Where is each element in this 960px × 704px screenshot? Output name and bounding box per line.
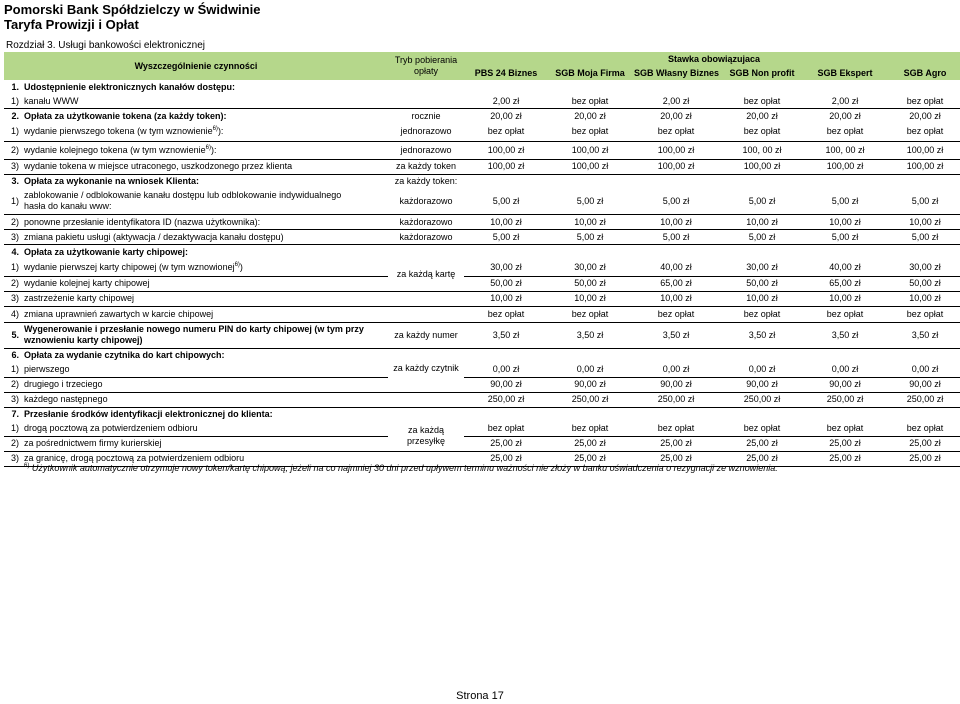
fee-cell: 25,00 zł (829, 438, 861, 448)
row-tryb: za każdy token (395, 161, 457, 171)
fee-cell: 90,00 zł (660, 379, 692, 389)
section-row (4, 407, 960, 422)
row-description (22, 123, 388, 141)
row-description: zastrzeżenie karty chipowej (24, 293, 135, 303)
fee-cell: 5,00 zł (748, 195, 776, 206)
fee-cell: bez opłat (906, 308, 944, 319)
row-number: 3) (10, 453, 19, 463)
fee-cell: 0,00 zł (492, 364, 520, 374)
fee-cell: 30,00 zł (490, 261, 522, 272)
fee-cell: 100,00 zł (906, 144, 944, 155)
fee-cell: 10,00 zł (490, 216, 522, 227)
section-title-line2: wznowieniu karty chipowej) (24, 335, 143, 345)
row-number: 3) (10, 394, 19, 404)
row-description (22, 259, 388, 276)
fee-cell: 3,50 zł (492, 329, 520, 340)
fee-cell: 100,00 zł (571, 144, 609, 155)
fee-cell: 10,00 zł (829, 293, 861, 303)
table-row (4, 189, 960, 215)
row-number: 2) (10, 144, 19, 155)
table-row (4, 363, 960, 378)
fee-cell: 5,00 zł (492, 231, 520, 242)
fee-cell: 25,00 zł (746, 438, 778, 448)
fee-cell: 50,00 zł (746, 278, 778, 288)
footnote-marker: 6) (24, 463, 30, 469)
header-tryb-line1: Tryb pobierania (394, 55, 458, 65)
fee-cell: 10,00 zł (660, 216, 692, 227)
fee-cell: 90,00 zł (490, 379, 522, 389)
row-tryb: za każdy czytnik (393, 362, 459, 373)
row-number: 2) (10, 278, 19, 288)
row-number: 4) (10, 308, 19, 319)
header-tryb (388, 52, 464, 80)
footnote (24, 463, 778, 473)
section-title (22, 322, 388, 348)
fee-cell: 25,00 zł (574, 453, 606, 463)
fee-cell: bez opłat (743, 126, 781, 137)
fee-cell: 25,00 zł (829, 453, 861, 463)
row-description-line2: hasła do kanału www: (24, 201, 112, 212)
fee-cell: 40,00 zł (660, 261, 692, 272)
row-description: zmiana uprawnień zawartych w karcie chipowej (24, 308, 214, 319)
row-number: 1) (10, 364, 19, 374)
table-row (4, 215, 960, 230)
fee-cell: 10,00 zł (490, 293, 522, 303)
row-number: 2) (10, 438, 19, 448)
fee-cell: 50,00 zł (909, 278, 941, 288)
table-row (4, 436, 960, 451)
header-plan: SGB Własny Biznes (632, 66, 720, 80)
fee-cell: 20,00 zł (746, 110, 778, 121)
section-number: 7. (11, 409, 19, 419)
fee-cell: 25,00 zł (490, 438, 522, 448)
fee-cell: 100, 00 zł (825, 144, 865, 155)
fee-cell: 100,00 zł (743, 161, 781, 171)
document-title: Taryfa Prowizji i Opłat (4, 17, 139, 32)
fee-cell: 65,00 zł (660, 278, 692, 288)
section-number: 4. (11, 246, 19, 257)
header-tryb-line2: opłaty (413, 66, 439, 76)
section-row (4, 245, 960, 260)
row-number: 1) (10, 195, 19, 206)
fee-cell: 5,00 zł (662, 231, 690, 242)
fee-cell: 250,00 zł (906, 394, 944, 404)
row-description: każdego następnego (24, 394, 108, 404)
footnote-ref: 6) (212, 126, 218, 133)
row-tryb: jednorazowo (400, 126, 452, 137)
fee-cell: bez opłat (826, 308, 864, 319)
fee-cell: 3,50 zł (748, 329, 776, 340)
section-row (4, 322, 960, 348)
row-tryb: za każdy token: (394, 176, 458, 186)
fee-cell: 10,00 zł (574, 293, 606, 303)
chapter-title: Rozdział 3. Usługi bankowości elektronicznej (6, 40, 205, 51)
fee-cell: 25,00 zł (660, 438, 692, 448)
row-description-text: wydanie kolejnego tokena (w tym wznowienie (24, 144, 206, 155)
fee-cell: 250,00 zł (487, 394, 525, 404)
fee-cell: 40,00 zł (829, 261, 861, 272)
fee-cell: 20,00 zł (574, 110, 606, 121)
row-description: ponowne przesłanie identyfikatora ID (nazwa użytkownika): (24, 216, 261, 227)
fee-cell: 20,00 zł (660, 110, 692, 121)
section-row (4, 109, 960, 124)
row-description: wydanie tokena w miejsce utraconego, uszkodzonego przez klienta (24, 161, 293, 171)
fee-cell: 25,00 zł (490, 453, 522, 463)
fee-cell: 50,00 zł (490, 278, 522, 288)
row-number: 2) (10, 379, 19, 389)
row-description: drugiego i trzeciego (24, 379, 103, 389)
fee-cell: 10,00 zł (660, 293, 692, 303)
table-row (4, 259, 960, 276)
fee-cell: bez opłat (571, 423, 609, 433)
row-description: wydanie kolejnej karty chipowej (24, 278, 150, 288)
row-description (22, 189, 388, 215)
fee-cell: bez opłat (657, 126, 695, 137)
fee-cell: bez opłat (657, 308, 695, 319)
row-number: 3) (10, 231, 19, 242)
section-title: Opłata za wydanie czytnika do kart chipowych: (24, 350, 225, 360)
fee-cell: 100,00 zł (657, 161, 695, 171)
fee-cell: 100,00 zł (657, 144, 695, 155)
fee-cell: 3,50 zł (576, 329, 604, 340)
fee-cell: 20,00 zł (829, 110, 861, 121)
fee-cell: bez opłat (657, 423, 695, 433)
section-title: Opłata za użytkowanie tokena (za każdy token): (24, 110, 227, 121)
fee-cell: 90,00 zł (574, 379, 606, 389)
table-row (4, 159, 960, 174)
section-number: 6. (11, 350, 19, 360)
header-plan: SGB Moja Firma (548, 66, 632, 80)
footnote-text: Użytkownik automatycznie otrzymuje nowy token/kartę chipową, jeżeli na co najmniej 30 dni przed upływem terminu ważności nie złoży w banku oświadczenia o rezygnacji ze wznowienia. (31, 463, 778, 473)
fee-cell: 20,00 zł (490, 110, 522, 121)
section-number: 1. (11, 81, 19, 92)
row-description-text: wydanie pierwszej karty chipowej (w tym wznowionej (24, 261, 235, 272)
fee-cell: 250,00 zł (743, 394, 781, 404)
fee-cell: 90,00 zł (829, 379, 861, 389)
fee-cell: 0,00 zł (748, 364, 776, 374)
table-row (4, 123, 960, 141)
row-description-text: wydanie pierwszego tokena (w tym wznowienie (24, 126, 213, 137)
fee-cell: 100, 00 zł (742, 144, 782, 155)
fee-cell: 0,00 zł (831, 364, 859, 374)
row-number: 1) (10, 423, 19, 433)
fee-cell: 0,00 zł (911, 364, 939, 374)
row-tryb: za każdy numer (394, 329, 458, 340)
fee-cell: 100,00 zł (487, 161, 525, 171)
fee-cell: 3,50 zł (911, 329, 939, 340)
table-row (4, 291, 960, 306)
table-row (4, 94, 960, 109)
fee-cell: 65,00 zł (829, 278, 861, 288)
row-number: 1) (10, 261, 19, 272)
fee-cell: 3,50 zł (831, 329, 859, 340)
footnote-ref: 6) (205, 144, 211, 151)
fee-cell: 90,00 zł (909, 379, 941, 389)
fee-cell: 30,00 zł (909, 261, 941, 272)
fee-cell: 5,00 zł (831, 231, 859, 242)
section-title: Opłata za wykonanie na wniosek Klienta: (24, 176, 200, 186)
section-title: Opłata za użytkowanie karty chipowej: (24, 246, 189, 257)
row-tryb: każdorazowo (399, 231, 453, 242)
row-number: 1) (10, 95, 19, 106)
fee-cell: 5,00 zł (576, 195, 604, 206)
fee-cell: 100,00 zł (826, 161, 864, 171)
row-tryb: każdorazowo (399, 216, 453, 227)
bank-name: Pomorski Bank Spółdzielczy w Świdwinie (4, 2, 261, 17)
row-tryb: jednorazowo (400, 144, 452, 155)
fee-cell: bez opłat (743, 95, 781, 106)
section-title: Przesłanie środków identyfikacji elektronicznej do klienta: (24, 409, 273, 419)
fee-cell: 30,00 zł (746, 261, 778, 272)
table-row (4, 306, 960, 322)
row-description (22, 141, 388, 159)
row-tryb: rocznie (411, 110, 441, 121)
section-number: 5. (11, 329, 19, 340)
fee-cell: bez opłat (487, 308, 525, 319)
fee-cell: 250,00 zł (571, 394, 609, 404)
fee-cell: 250,00 zł (826, 394, 864, 404)
header-plan: SGB Non profit (720, 66, 804, 80)
row-description: za granicę, drogą pocztową za potwierdzeniem odbioru (24, 453, 245, 463)
row-description: zmiana pakietu usługi (aktywacja / dezaktywacja kanału dostępu) (24, 231, 284, 242)
fee-cell: 5,00 zł (492, 195, 520, 206)
fee-cell: bez opłat (571, 308, 609, 319)
fee-cell: 2,00 zł (831, 95, 859, 106)
fee-cell: bez opłat (906, 95, 944, 106)
fee-cell: bez opłat (743, 308, 781, 319)
row-number: 3) (10, 293, 19, 303)
row-description-end: ): (217, 126, 224, 137)
fee-cell: 100,00 zł (906, 161, 944, 171)
row-tryb (388, 422, 464, 452)
fee-cell: 0,00 zł (576, 364, 604, 374)
fee-cell: 0,00 zł (662, 364, 690, 374)
fee-cell: 10,00 zł (746, 293, 778, 303)
fee-cell: 2,00 zł (662, 95, 690, 106)
fee-cell: bez opłat (826, 423, 864, 433)
fee-cell: 5,00 zł (911, 231, 939, 242)
header-plan: SGB Agro (886, 66, 960, 80)
header-plan: SGB Ekspert (804, 66, 886, 80)
row-description: pierwszego (24, 364, 70, 374)
row-description: za pośrednictwem firmy kurierskiej (24, 438, 162, 448)
fee-cell: 5,00 zł (748, 231, 776, 242)
fee-cell: 50,00 zł (574, 278, 606, 288)
table-row (4, 392, 960, 407)
row-description-line1: zablokowanie / odblokowanie kanału dostępu lub odblokowanie indywidualnego (24, 190, 342, 201)
section-title-line1: Wygenerowanie i przesłanie nowego numeru PIN do karty chipowej (w tym przy (24, 324, 364, 334)
fee-cell: bez opłat (487, 126, 525, 137)
fee-cell: 25,00 zł (909, 453, 941, 463)
footnote-ref: 6) (234, 261, 240, 268)
header-description: Wyszczególnienie czynności (4, 52, 388, 80)
header-stawka: Stawka obowiązujaca (464, 52, 960, 66)
fee-cell: 5,00 zł (662, 195, 690, 206)
section-title: Udostępnienie elektronicznych kanałów dostępu: (24, 81, 236, 92)
table-row (4, 276, 960, 291)
fee-cell: bez opłat (571, 95, 609, 106)
row-description-end: ): (210, 144, 217, 155)
table-row (4, 230, 960, 245)
fee-table (4, 52, 960, 467)
fee-cell: 100,00 zł (571, 161, 609, 171)
fee-cell: 10,00 zł (909, 216, 941, 227)
table-row (4, 422, 960, 437)
fee-cell: 250,00 zł (657, 394, 695, 404)
fee-cell: 30,00 zł (574, 261, 606, 272)
fee-cell: 5,00 zł (576, 231, 604, 242)
section-row (4, 348, 960, 363)
fee-cell: bez opłat (487, 423, 525, 433)
row-description: kanału WWW (24, 95, 79, 106)
fee-cell: 5,00 zł (831, 195, 859, 206)
fee-cell: bez opłat (571, 126, 609, 137)
fee-cell: 20,00 zł (909, 110, 941, 121)
header-plan: PBS 24 Biznes (464, 66, 548, 80)
fee-cell: 100,00 zł (487, 144, 525, 155)
row-number: 2) (10, 216, 19, 227)
section-number: 2. (11, 110, 19, 121)
row-tryb: każdorazowo (399, 195, 453, 206)
fee-cell: 2,00 zł (492, 95, 520, 106)
table-row (4, 141, 960, 159)
section-row (4, 80, 960, 94)
fee-cell: 25,00 zł (660, 453, 692, 463)
fee-cell: 10,00 zł (829, 216, 861, 227)
row-number: 1) (10, 126, 19, 137)
fee-cell: bez opłat (743, 423, 781, 433)
fee-cell: 3,50 zł (662, 329, 690, 340)
fee-cell: 90,00 zł (746, 379, 778, 389)
row-number: 3) (10, 161, 19, 171)
page-number: Strona 17 (456, 690, 504, 702)
fee-cell: 10,00 zł (746, 216, 778, 227)
fee-cell: bez opłat (906, 126, 944, 137)
fee-cell: bez opłat (826, 126, 864, 137)
fee-cell: 25,00 zł (746, 453, 778, 463)
fee-cell: 10,00 zł (574, 216, 606, 227)
fee-cell: 25,00 zł (909, 438, 941, 448)
table-row (4, 377, 960, 392)
fee-cell: 5,00 zł (911, 195, 939, 206)
fee-cell: 25,00 zł (574, 438, 606, 448)
row-tryb-line1: za każdą (407, 425, 445, 435)
row-tryb: za każdą kartę (396, 269, 456, 280)
section-number: 3. (11, 176, 19, 186)
row-tryb (388, 94, 464, 109)
section-row (4, 174, 960, 189)
fee-cell: bez opłat (906, 423, 944, 433)
row-tryb-line2: przesyłkę (406, 436, 445, 446)
fee-cell: 10,00 zł (909, 293, 941, 303)
row-description-end: ) (239, 261, 243, 272)
row-description: drogą pocztową za potwierdzeniem odbioru (24, 423, 198, 433)
